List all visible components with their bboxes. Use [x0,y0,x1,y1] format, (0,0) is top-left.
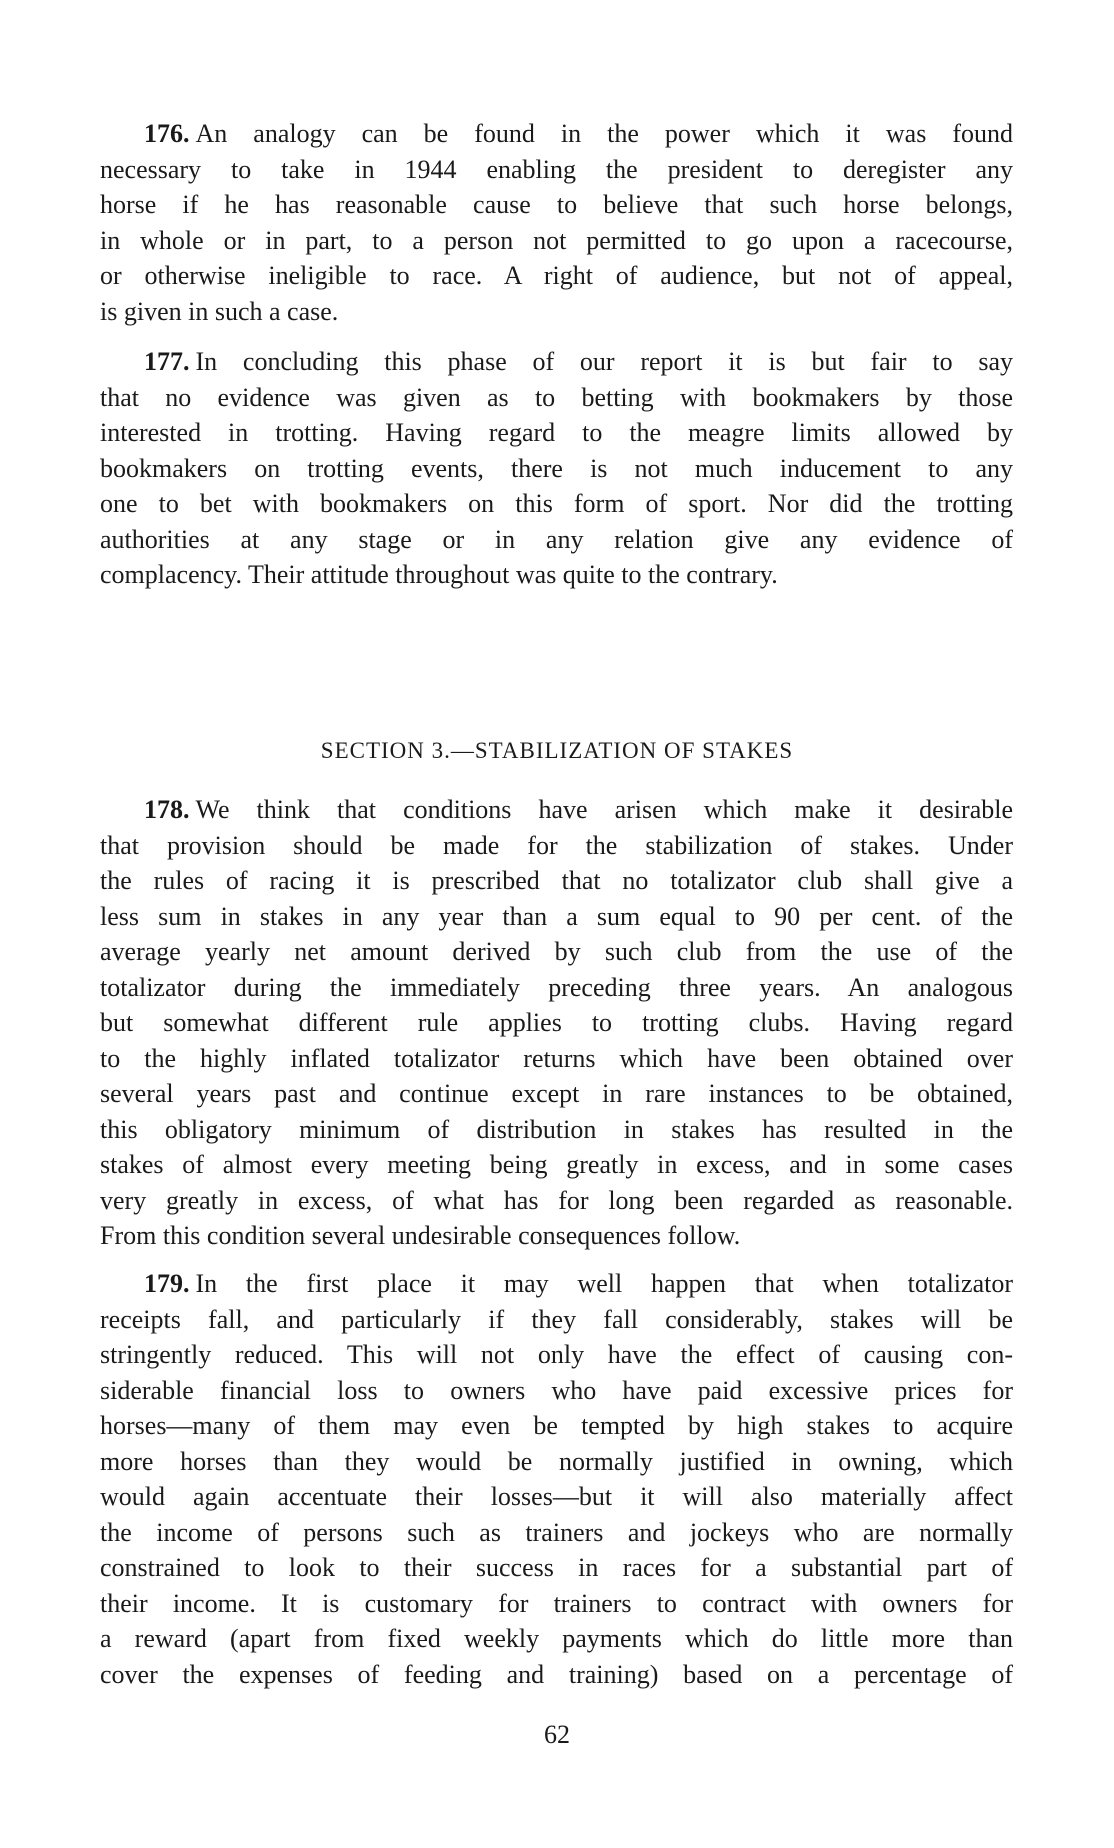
line-text: totalizator during the immediately preceding three years. An analogous [100,972,1013,1002]
text-line [100,1302,1013,1338]
line-text: constrained to look to their success in races for a substantial part of [100,1553,1013,1582]
text-line [100,415,1013,451]
line-text: horses—many of them may even be tempted by high stakes to acquire [100,1411,1013,1440]
section-heading: SECTION 3.—STABILIZATION OF STAKES [320,738,794,763]
line-text: From this condition several undesirable consequences follow. [100,1221,741,1250]
paragraph-177 [100,344,1013,593]
text-line [100,223,1013,259]
text-line [100,187,1013,223]
text-line [100,1218,1013,1254]
line-text: that no evidence was given as to betting with bookmakers by those [100,382,1013,412]
paragraph-number: 176. [144,119,190,148]
paragraph-179 [100,1266,1013,1692]
text-line [100,1621,1013,1657]
paragraph-176 [100,116,1013,329]
text-line [100,1183,1013,1219]
line-text: a reward (apart from fixed weekly payments which do little more than [100,1624,1013,1653]
text-line [100,1337,1013,1373]
text-line [100,1586,1013,1622]
line-text: to the highly inflated totalizator returns which have been obtained over [100,1043,1013,1073]
line-text: would again accentuate their losses—but it will also materially affect [100,1482,1013,1511]
text-line [100,344,1013,380]
text-line [100,863,1013,899]
text-line [100,557,1013,593]
line-text: the income of persons such as trainers and jockeys who are normally [100,1517,1013,1547]
line-text: less sum in stakes in any year than a sum equal to 90 per cent. of the [100,901,1013,931]
text-line [100,1515,1013,1551]
line-text: In the first place it may well happen that when totalizator [195,1269,1013,1298]
line-text: in whole or in part, to a person not permitted to go upon a racecourse, [100,225,1013,255]
line-text: authorities at any stage or in any relation give any evidence of [100,524,1013,554]
text-line [100,522,1013,558]
text-line [100,258,1013,294]
line-text: An analogy can be found in the power which it was found [195,119,1013,148]
line-text: this obligatory minimum of distribution in stakes has resulted in the [100,1114,1013,1144]
text-line [100,1041,1013,1077]
text-line [100,792,1013,828]
line-text: interested in trotting. Having regard to the meagre limits allowed by [100,418,1013,447]
paragraph-number: 179. [144,1269,190,1298]
line-text: the rules of racing it is prescribed that no totalizator club shall give a [100,866,1013,895]
text-line [100,380,1013,416]
text-line [100,1550,1013,1586]
line-text: but somewhat different rule applies to trotting clubs. Having regard [100,1008,1013,1037]
text-line [100,899,1013,935]
line-text: stringently reduced. This will not only have the effect of causing con- [100,1340,1013,1369]
paragraph-178 [100,792,1013,1254]
text-line [100,1112,1013,1148]
text-line [100,451,1013,487]
line-text: necessary to take in 1944 enabling the president to deregister any [100,154,1013,184]
line-text: receipts fall, and particularly if they fall considerably, stakes will be [100,1304,1013,1334]
line-text: one to bet with bookmakers on this form of sport. Nor did the trotting [100,489,1013,518]
text-line [100,294,1013,330]
line-text: several years past and continue except in rare instances to be obtained, [100,1079,1013,1108]
text-line [100,1408,1013,1444]
line-text: or otherwise ineligible to race. A right of audience, but not of appeal, [100,261,1013,290]
text-line [100,828,1013,864]
text-line [100,152,1013,188]
paragraph-number: 178. [144,795,190,824]
text-line [100,1266,1013,1302]
line-text: their income. It is customary for trainers to contract with owners for [100,1588,1013,1618]
text-line [100,116,1013,152]
page-number: 62 [544,1720,570,1749]
text-line [100,1076,1013,1112]
line-text: complacency. Their attitude throughout was quite to the contrary. [100,560,778,589]
line-text: siderable financial loss to owners who have paid excessive prices for [100,1375,1013,1405]
line-text: We think that conditions have arisen which make it desirable [195,795,1013,824]
text-line [100,1479,1013,1515]
text-line [100,486,1013,522]
line-text: In concluding this phase of our report it is but fair to say [195,347,1013,376]
text-line [100,970,1013,1006]
line-text: stakes of almost every meeting being greatly in excess, and in some cases [100,1150,1013,1179]
line-text: is given in such a case. [100,296,339,326]
paragraph-number: 177. [144,347,190,376]
line-text: average yearly net amount derived by such club from the use of the [100,937,1013,966]
line-text: more horses than they would be normally justified in owning, which [100,1446,1013,1476]
text-line [100,1444,1013,1480]
line-text: that provision should be made for the stabilization of stakes. Under [100,830,1013,860]
text-line [100,1147,1013,1183]
text-line [100,934,1013,970]
text-line [100,1373,1013,1409]
text-line [100,1005,1013,1041]
line-text: very greatly in excess, of what has for long been regarded as reasonable. [100,1185,1013,1215]
line-text: bookmakers on trotting events, there is not much inducement to any [100,453,1013,483]
line-text: horse if he has reasonable cause to believe that such horse belongs, [100,190,1013,219]
text-line [100,1657,1013,1693]
line-text: cover the expenses of feeding and training) based on a percentage of [100,1659,1013,1689]
